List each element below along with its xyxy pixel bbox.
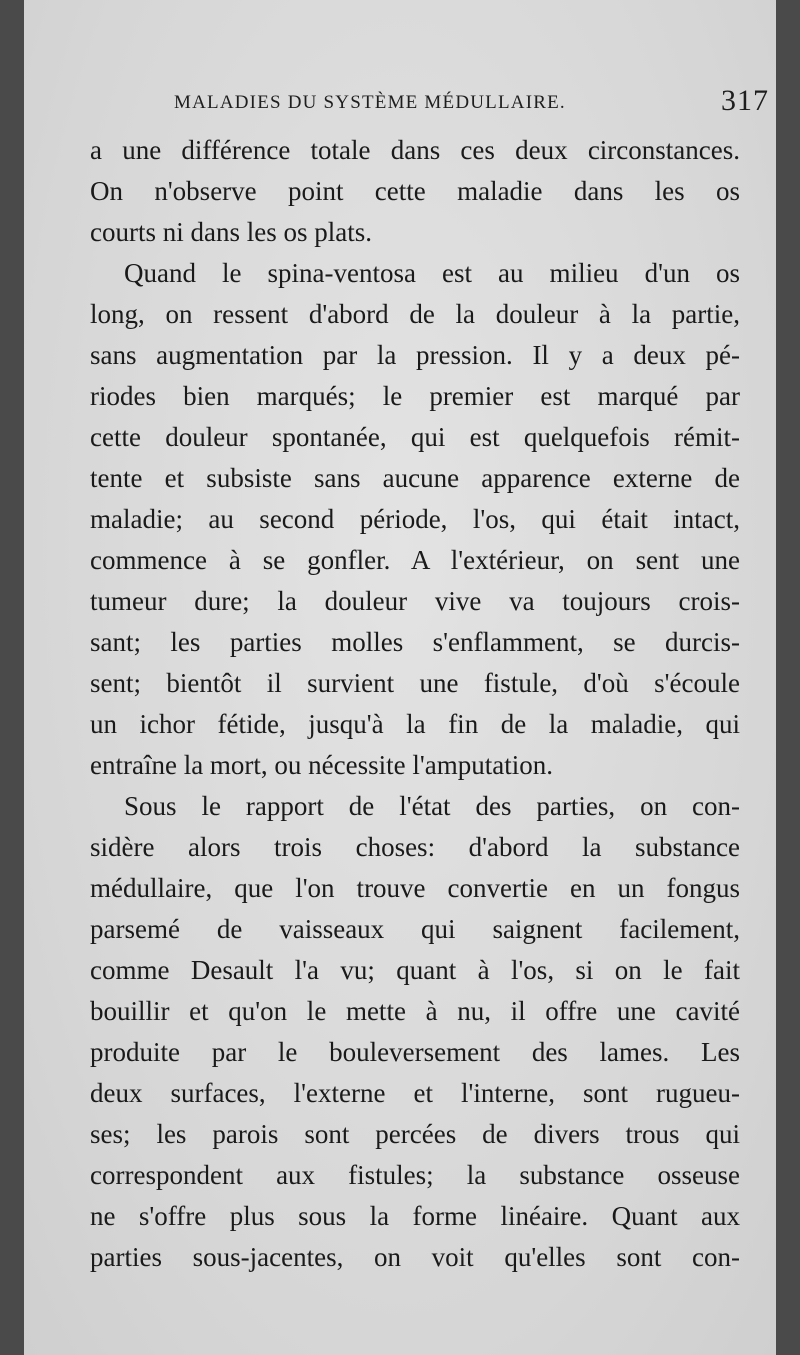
page-header (174, 84, 769, 118)
text-line: sent; bientôt il survient une fistule, d'où s'écoule (90, 668, 740, 698)
text-line: deux surfaces, l'externe et l'interne, sont rugueu- (90, 1078, 740, 1108)
text-line: bouillir et qu'on le mette à nu, il offre une cavité (90, 996, 740, 1026)
text-line: ne s'offre plus sous la forme linéaire. Quant aux (90, 1201, 740, 1231)
text-line: sant; les parties molles s'enflamment, se durcis- (90, 627, 740, 657)
text-line: parsemé de vaisseaux qui saignent facilement, (90, 914, 740, 944)
text-line: comme Desault l'a vu; quant à l'os, si on le fait (90, 955, 740, 985)
text-line: a une différence totale dans ces deux circonstances. (90, 135, 740, 165)
text-line: riodes bien marqués; le premier est marqué par (90, 381, 740, 411)
text-line: tente et subsiste sans aucune apparence externe de (90, 463, 740, 493)
text-line: tumeur dure; la douleur vive va toujours crois- (90, 586, 740, 616)
text-line: long, on ressent d'abord de la douleur à la partie, (90, 299, 740, 329)
text-line: maladie; au second période, l'os, qui était intact, (90, 504, 740, 534)
text-line: médullaire, que l'on trouve convertie en un fongus (90, 873, 740, 903)
text-line: un ichor fétide, jusqu'à la fin de la maladie, qui (90, 709, 740, 739)
running-title: MALADIES DU SYSTÈME MÉDULLAIRE. (174, 92, 566, 113)
text-line: correspondent aux fistules; la substance osseuse (90, 1160, 740, 1190)
text-line: cette douleur spontanée, qui est quelquefois rémit- (90, 422, 740, 452)
text-line: courts ni dans les os plats. (90, 217, 372, 247)
text-line: Sous le rapport de l'état des parties, on con- (124, 791, 740, 821)
text-line: produite par le bouleversement des lames. Les (90, 1037, 740, 1067)
book-page (24, 0, 776, 1355)
page-number: 317 (721, 84, 769, 117)
text-line: sans augmentation par la pression. Il y a deux pé- (90, 340, 740, 370)
text-line: commence à se gonfler. A l'extérieur, on sent une (90, 545, 740, 575)
text-line: sidère alors trois choses: d'abord la substance (90, 832, 740, 862)
text-line: Quand le spina-ventosa est au milieu d'un os (124, 258, 740, 288)
text-line: ses; les parois sont percées de divers trous qui (90, 1119, 740, 1149)
text-line: On n'observe point cette maladie dans les os (90, 176, 740, 206)
body-text (90, 130, 740, 1278)
text-line: parties sous-jacentes, on voit qu'elles sont con- (90, 1242, 740, 1272)
text-line: entraîne la mort, ou nécessite l'amputation. (90, 750, 553, 780)
